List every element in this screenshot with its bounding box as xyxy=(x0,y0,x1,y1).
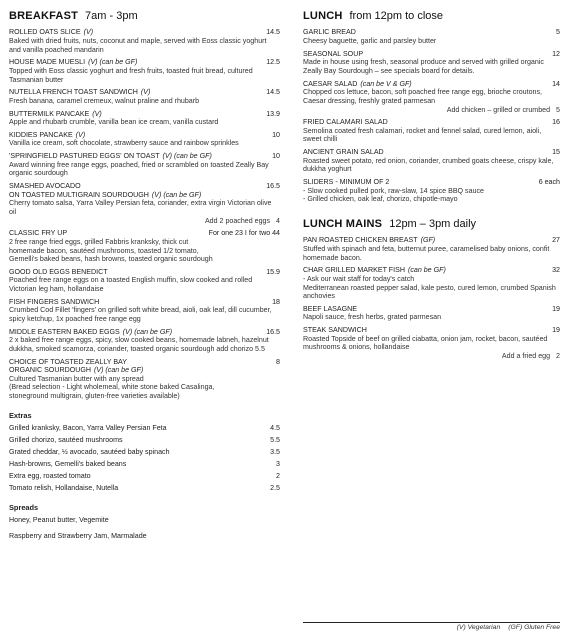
dietary-mark: (V) xyxy=(92,109,102,118)
menu-item xyxy=(303,80,560,115)
menu-item xyxy=(303,50,560,76)
extra-item-name: Grilled kranksky, Bacon, Yarra Valley Persian Feta xyxy=(9,423,167,432)
menu-item-name xyxy=(9,358,143,375)
menu-item-description: Stuffed with spinach and feta, butternut puree, caramelised baby onions, confit homemade bacon. xyxy=(303,244,550,262)
addon-price: 2 xyxy=(556,352,560,361)
menu-item-title: STEAK SANDWICH xyxy=(303,326,367,335)
menu-item-name xyxy=(9,58,137,67)
menu-item-name xyxy=(9,182,201,199)
menu-item xyxy=(9,182,280,225)
menu-item-price: 18 xyxy=(272,297,280,306)
menu-item-description: Fresh banana, caramel cremeux, walnut praline and rhubarb xyxy=(9,96,200,105)
menu-item xyxy=(9,131,280,148)
menu-item xyxy=(303,178,560,204)
menu-item-name xyxy=(9,152,212,161)
menu-item-header xyxy=(303,118,560,127)
menu-item-price: 16.5 xyxy=(266,182,280,191)
menu-item-price: 14 xyxy=(552,79,560,88)
menu-item-price: 10 xyxy=(272,130,280,139)
menu-item-header xyxy=(9,58,280,67)
menu-item-header xyxy=(303,80,560,89)
menu-item-name xyxy=(9,298,99,307)
menu-item-name xyxy=(303,305,357,314)
menu-item-title: ROLLED OATS SLICE xyxy=(9,28,81,37)
extra-item xyxy=(9,472,280,481)
menu-item-description: - Slow cooked pulled pork, raw-slaw, 14 spice BBQ sauce - Grilled chicken, oak leaf, chorizo, chipotle-mayo xyxy=(303,186,484,204)
menu-item-addon xyxy=(303,352,560,361)
menu-item-title: CAESAR SALAD xyxy=(303,79,358,88)
breakfast-title: BREAKFAST xyxy=(9,10,79,22)
menu-item-header xyxy=(303,148,560,157)
lunch-time: from 12pm to close xyxy=(349,10,444,22)
menu-item-price: 15.9 xyxy=(266,267,280,276)
extra-item xyxy=(9,484,280,493)
menu-item-title: ANCIENT GRAIN SALAD xyxy=(303,148,384,157)
lunch-mains-time: 12pm – 3pm daily xyxy=(389,217,477,230)
menu-item-header xyxy=(9,229,280,238)
menu-item-title: CLASSIC FRY UP xyxy=(9,229,68,238)
menu-item-addon xyxy=(303,106,560,115)
menu-item-title: FRIED CALAMARI SALAD xyxy=(303,118,388,127)
extra-item-name: Grated cheddar, ½ avocado, sautéed baby spinach xyxy=(9,447,170,456)
dietary-mark: (V) (can be GF) xyxy=(122,327,173,336)
extras-list xyxy=(9,424,280,493)
menu-item-header xyxy=(303,178,560,187)
menu-item-description: Chopped cos lettuce, bacon, soft poached free range egg, brioche croutons, Caesar dressing, freshly grated parmesan xyxy=(303,88,542,105)
menu-item-description: - Ask our wait staff for today's catch Mediterranean roasted pepper salad, kale pesto, cured lemon, crumbed Spanish anchovies xyxy=(303,274,556,301)
menu-item-description: Cheesy baguette, garlic and parsley butter xyxy=(303,37,437,46)
menu-item-header xyxy=(9,182,280,199)
menu-item-name xyxy=(303,326,367,335)
menu-item xyxy=(9,110,280,127)
menu-item-description: Napoli sauce, fresh herbs, grated parmesan xyxy=(303,313,442,322)
menu-item-name xyxy=(9,28,93,37)
menu-item-name xyxy=(303,178,389,187)
menu-item xyxy=(9,298,280,324)
extra-item-price: 4.5 xyxy=(270,423,280,432)
menu-item xyxy=(303,148,560,174)
menu-item xyxy=(303,28,560,45)
lunch-items xyxy=(303,28,560,204)
extra-item-price: 2 xyxy=(276,471,280,480)
menu-item-description: Roasted Topside of beef on grilled ciabatta, onion jam, rocket, bacon, sautéed mushrooms & onions, hollandaise xyxy=(303,334,548,352)
menu-item-name xyxy=(303,80,412,89)
menu-item-name xyxy=(303,148,384,157)
dietary-mark: (can be V & GF) xyxy=(360,79,412,88)
dietary-mark: (GF) xyxy=(420,236,436,245)
menu-item-description: Semolina coated fresh calamari, rocket and fennel salad, cured lemon, aioli, sweet chilli xyxy=(303,126,542,144)
menu-item-title: BUTTERMILK PANCAKE xyxy=(9,109,90,118)
menu-item xyxy=(9,229,280,264)
menu-item-description: Vanilla ice cream, soft chocolate, strawberry sauce and rainbow sprinkles xyxy=(9,139,239,148)
menu-item-description: Baked with dried fruits, nuts, coconut and maple, served with Eoss classic yoghurt and vanilla poached mandarin xyxy=(9,37,267,54)
extra-item xyxy=(9,448,280,457)
menu-item-price: 14.5 xyxy=(266,88,280,97)
menu-item-header xyxy=(9,131,280,140)
menu-item xyxy=(303,266,560,301)
menu-item-description: Roasted sweet potato, red onion, coriander, crumbed goats cheese, crispy kale, dukkha yoghurt xyxy=(303,156,554,174)
menu-item-header xyxy=(9,88,280,97)
menu-item xyxy=(9,268,280,294)
menu-item-header xyxy=(303,266,560,275)
menu-item xyxy=(9,28,280,54)
menu-item-price: 12 xyxy=(552,49,560,58)
extra-item-name: Extra egg, roasted tomato xyxy=(9,471,91,480)
breakfast-column xyxy=(9,10,280,549)
dietary-mark: (V) (can be GF) xyxy=(93,366,144,375)
menu-item-name xyxy=(9,88,150,97)
lunch-column xyxy=(303,10,560,365)
menu-item-title: 'SPRINGFIELD PASTURED EGGS' ON TOAST xyxy=(9,152,160,161)
menu-item-description: 2 x baked free range eggs, spicy, slow cooked beans, homemade labneh, hazelnut dukkha, smoked scamorza, coriander, toasted organic sourdough add chorizo 5.5 xyxy=(9,336,269,353)
menu-item-addon xyxy=(9,217,280,226)
dietary-mark: (V) xyxy=(140,88,151,97)
menu-item-title: GARLIC BREAD xyxy=(303,28,356,37)
menu-item-title: FISH FINGERS SANDWICH xyxy=(9,297,100,306)
legend-vegetarian: (V) Vegetarian xyxy=(456,624,501,631)
extra-item xyxy=(9,436,280,445)
menu-item-description: Topped with Eoss classic yoghurt and fresh fruits, toasted fruit bread, cultured Tasmanian butter xyxy=(9,66,253,84)
extra-item-name: Tomato relish, Hollandaise, Nutella xyxy=(9,483,119,492)
menu-item xyxy=(303,236,560,262)
menu-item-header xyxy=(303,305,560,314)
menu-item-title: CHAR GRILLED MARKET FISH xyxy=(303,266,405,275)
menu-item xyxy=(9,58,280,84)
dietary-mark: (V) xyxy=(83,28,94,37)
menu-item-header xyxy=(303,50,560,59)
spread-item: Raspberry and Strawberry Jam, Marmalade xyxy=(9,532,147,541)
menu-item-price: 13.9 xyxy=(266,109,280,118)
menu-item-title: BEEF LASAGNE xyxy=(303,304,358,313)
menu-item-price: 14.5 xyxy=(266,28,280,37)
menu-item-name xyxy=(303,236,435,245)
menu-item-price: 10 xyxy=(272,152,280,161)
menu-item-title: HOUSE MADE MUESLI xyxy=(9,58,86,67)
menu-item-title: CHOICE OF TOASTED ZEALLY BAY ORGANIC SOURDOUGH xyxy=(9,357,127,375)
menu-item-description: Made in house using fresh, seasonal produce and served with grilled organic Zeally Bay Sourdough – see specials board for details. xyxy=(303,58,544,75)
extras-heading: Extras xyxy=(9,410,32,420)
extra-item-price: 3.5 xyxy=(270,447,280,456)
menu-item-price: 27 xyxy=(552,236,560,245)
breakfast-items xyxy=(9,28,280,400)
menu-item xyxy=(303,305,560,322)
menu-item-price: For one 23 I for two 44 xyxy=(208,229,280,238)
menu-item-description: 2 free range fried eggs, grilled Fabbris kranksky, thick cut homemade bacon, sautéed mushrooms, toasted 1/2 tomato, Gemelli's baked beans, hash browns, toasted organic sourdough xyxy=(9,237,213,264)
spreads-list xyxy=(9,516,280,541)
dietary-legend xyxy=(449,624,560,632)
menu-item-header xyxy=(9,28,280,37)
menu-item-price: 8 xyxy=(276,357,280,366)
menu-item-name xyxy=(9,131,85,140)
menu-item-name xyxy=(303,118,388,127)
menu-item-header xyxy=(9,328,280,337)
extra-item-name: Grilled chorizo, sautéed mushrooms xyxy=(9,435,123,444)
menu-item-name xyxy=(9,268,108,277)
lunch-mains-items xyxy=(303,236,560,360)
menu-item xyxy=(303,118,560,144)
menu-item-header xyxy=(9,110,280,119)
menu-item-price: 19 xyxy=(552,304,560,313)
menu-item-title: PAN ROASTED CHICKEN BREAST xyxy=(303,236,418,245)
menu-item-header xyxy=(303,236,560,245)
menu-item xyxy=(303,326,560,361)
lunch-title: LUNCH xyxy=(303,10,343,22)
menu-item-title: SMASHED AVOCADO ON TOASTED MULTIGRAIN SOURDOUGH xyxy=(9,182,149,199)
menu-item-price: 12.5 xyxy=(266,58,280,67)
menu-item-description: Apple and rhubarb crumble, vanilla bean ice cream, vanilla custard xyxy=(9,118,219,127)
breakfast-time: 7am - 3pm xyxy=(85,10,138,22)
dietary-mark: (V) (can be GF) xyxy=(162,152,212,161)
lunch-mains-heading xyxy=(303,218,560,231)
menu-item-price: 5 xyxy=(556,28,560,37)
menu-item-name xyxy=(9,110,102,119)
menu-item-name xyxy=(9,328,172,337)
menu-item-header xyxy=(303,28,560,37)
spreads-heading: Spreads xyxy=(9,502,39,512)
menu-item-description: Cultured Tasmanian butter with any spread (Bread selection - Light wholemeal, white stone baked Casalinga, stoneground multigrain, gluten-free varieties available) xyxy=(9,374,215,401)
menu-item-title: KIDDIES PANCAKE xyxy=(9,130,73,139)
spread-item: Honey, Peanut butter, Vegemite xyxy=(9,515,109,524)
menu-item xyxy=(9,358,280,401)
menu-item-header xyxy=(9,152,280,161)
extra-item-price: 3 xyxy=(276,459,280,468)
menu-item-price: 16 xyxy=(552,118,560,127)
menu-item-header xyxy=(303,326,560,335)
menu-item xyxy=(9,152,280,178)
breakfast-heading xyxy=(9,10,280,23)
menu-item-name xyxy=(303,50,363,59)
menu-item-name xyxy=(9,229,67,238)
dietary-mark: (V) (can be GF) xyxy=(151,190,202,199)
legend-gluten-free: (GF) Gluten Free xyxy=(508,624,560,631)
menu-item-price: 6 each xyxy=(538,178,560,187)
menu-item-description: Cherry tomato salsa, Yarra Valley Persian feta, coriander, extra virgin Victorian olive oil xyxy=(9,199,272,216)
menu-item xyxy=(9,88,280,105)
menu-item-title: SEASONAL SOUP xyxy=(303,49,364,58)
addon-price: 4 xyxy=(276,216,280,225)
extra-item-price: 5.5 xyxy=(270,435,280,444)
menu-item-description: Award winning free range eggs, poached, fried or scrambled on toasted Zeally Bay organic sourdough xyxy=(9,160,269,178)
extra-item-name: Hash-browns, Gemelli's baked beans xyxy=(9,459,127,468)
addon-price: 5 xyxy=(556,105,560,114)
extra-item-price: 2.5 xyxy=(270,483,280,492)
addon-label: Add chicken – grilled or crumbed xyxy=(446,105,551,114)
footer-divider xyxy=(303,622,560,623)
menu-item-price: 32 xyxy=(552,266,560,275)
lunch-heading xyxy=(303,10,560,23)
menu-item-title: SLIDERS - MINIMUM OF 2 xyxy=(303,178,390,187)
menu-item-title: MIDDLE EASTERN BAKED EGGS xyxy=(9,327,120,336)
menu-item-description: Poached free range eggs on a toasted English muffin, slow cooked and rolled Victorian leg ham, hollandaise xyxy=(9,276,253,294)
menu-item-title: NUTELLA FRENCH TOAST SANDWICH xyxy=(9,88,138,97)
menu-item-description: Crumbed Cod Fillet 'fingers' on grilled soft white bread, aioli, oak leaf, dill cucumber, spicy ketchup, 1x poached free range egg xyxy=(9,306,272,323)
menu-item-header xyxy=(9,298,280,307)
menu-item-title: GOOD OLD EGGS BENEDICT xyxy=(9,267,108,276)
menu-item-header xyxy=(9,358,280,375)
lunch-mains-title: LUNCH MAINS xyxy=(303,217,383,230)
dietary-mark: (V) xyxy=(75,130,86,139)
dietary-mark: (can be GF) xyxy=(407,266,446,275)
menu-item-header xyxy=(9,268,280,277)
extra-item xyxy=(9,424,280,433)
menu-item-price: 16.5 xyxy=(266,327,280,336)
menu-item xyxy=(9,328,280,354)
addon-label: Add a fried egg xyxy=(501,352,551,361)
menu-item-name xyxy=(303,266,446,275)
menu-item-price: 19 xyxy=(552,326,560,335)
menu-item-name xyxy=(303,28,356,37)
dietary-mark: (V) (can be GF) xyxy=(88,58,138,67)
addon-label: Add 2 poached eggs xyxy=(204,216,271,225)
menu-item-price: 15 xyxy=(552,148,560,157)
extra-item xyxy=(9,460,280,469)
